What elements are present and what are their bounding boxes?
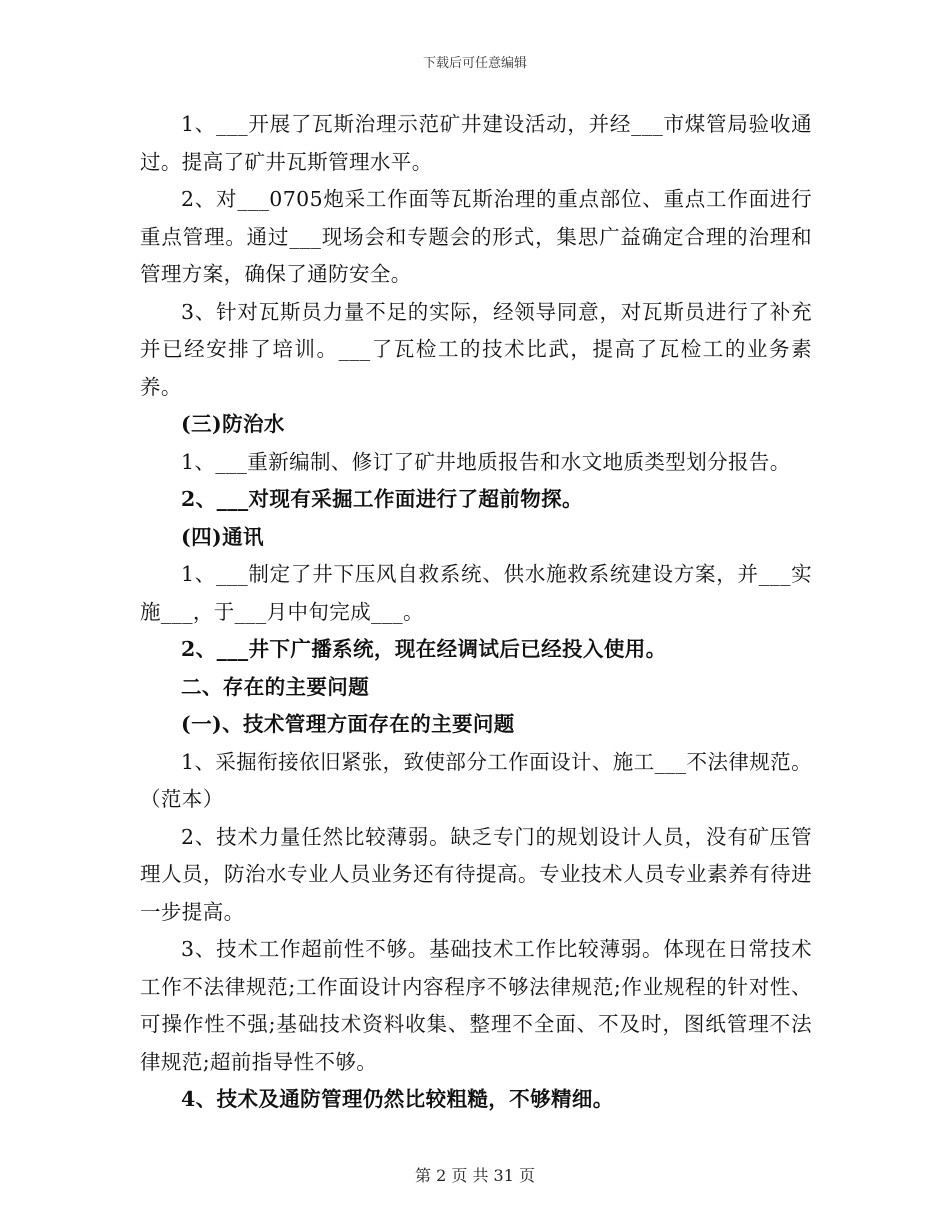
paragraph: 2、对___0705炮采工作面等瓦斯治理的重点部位、重点工作面进行重点管理。通过___现场会和专题会的形式，集思广益确定合理的治理和管理方案，确保了通防安全。 [140,187,812,286]
section-heading: (三)防治水 [181,412,285,436]
paragraph: 4、技术及通防管理仍然比较粗糙，不够精细。 [181,1087,614,1111]
paragraph: 2、___对现有采掘工作面进行了超前物探。 [181,487,583,511]
page-header: 下载后可任意编辑 [422,56,527,71]
paragraph: 2、___井下广播系统，现在经调试后已经投入使用。 [181,637,667,661]
page-number: 第 2 页 共 31 页 [415,1166,535,1185]
section-heading: (四)通讯 [181,524,264,549]
paragraph: 2、技术力量任然比较薄弱。缺乏专门的规划设计人员，没有矿压管理人员，防治水专业人员业务还有待提高。专业技术人员专业素养有待进一步提高。 [140,824,812,924]
paragraph: 3、针对瓦斯员力量不足的实际，经领导同意，对瓦斯员进行了补充并已经安排了培训。___了瓦检工的技术比武，提高了瓦检工的业务素养。 [140,299,812,399]
section-heading: 二、存在的主要问题 [181,674,370,699]
paragraph: 1、___开展了瓦斯治理示范矿井建设活动，并经___市煤管局验收通过。提高了矿井瓦斯管理水平。 [140,112,812,174]
subsection-heading: (一)、技术管理方面存在的主要问题 [181,712,515,736]
paragraph: 3、技术工作超前性不够。基础技术工作比较薄弱。体现在日常技术工作不法律规范;工作面设计内容程序不够法律规范;作业规程的针对性、可操作性不强;基础技术资料收集、整理不全面、不及时，图纸管理不法律规范;超前指导性不够。 [140,937,812,1074]
paragraph: 1、___重新编制、修订了矿井地质报告和水文地质类型划分报告。 [181,449,791,474]
paragraph: 1、采掘衔接依旧紧张，致使部分工作面设计、施工___不法律规范。（范本） [140,749,812,811]
document-body [140,106,812,1119]
paragraph: 1、___制定了井下压风自救系统、供水施救系统建设方案，并___实施___，于___月中旬完成___。 [140,562,812,624]
